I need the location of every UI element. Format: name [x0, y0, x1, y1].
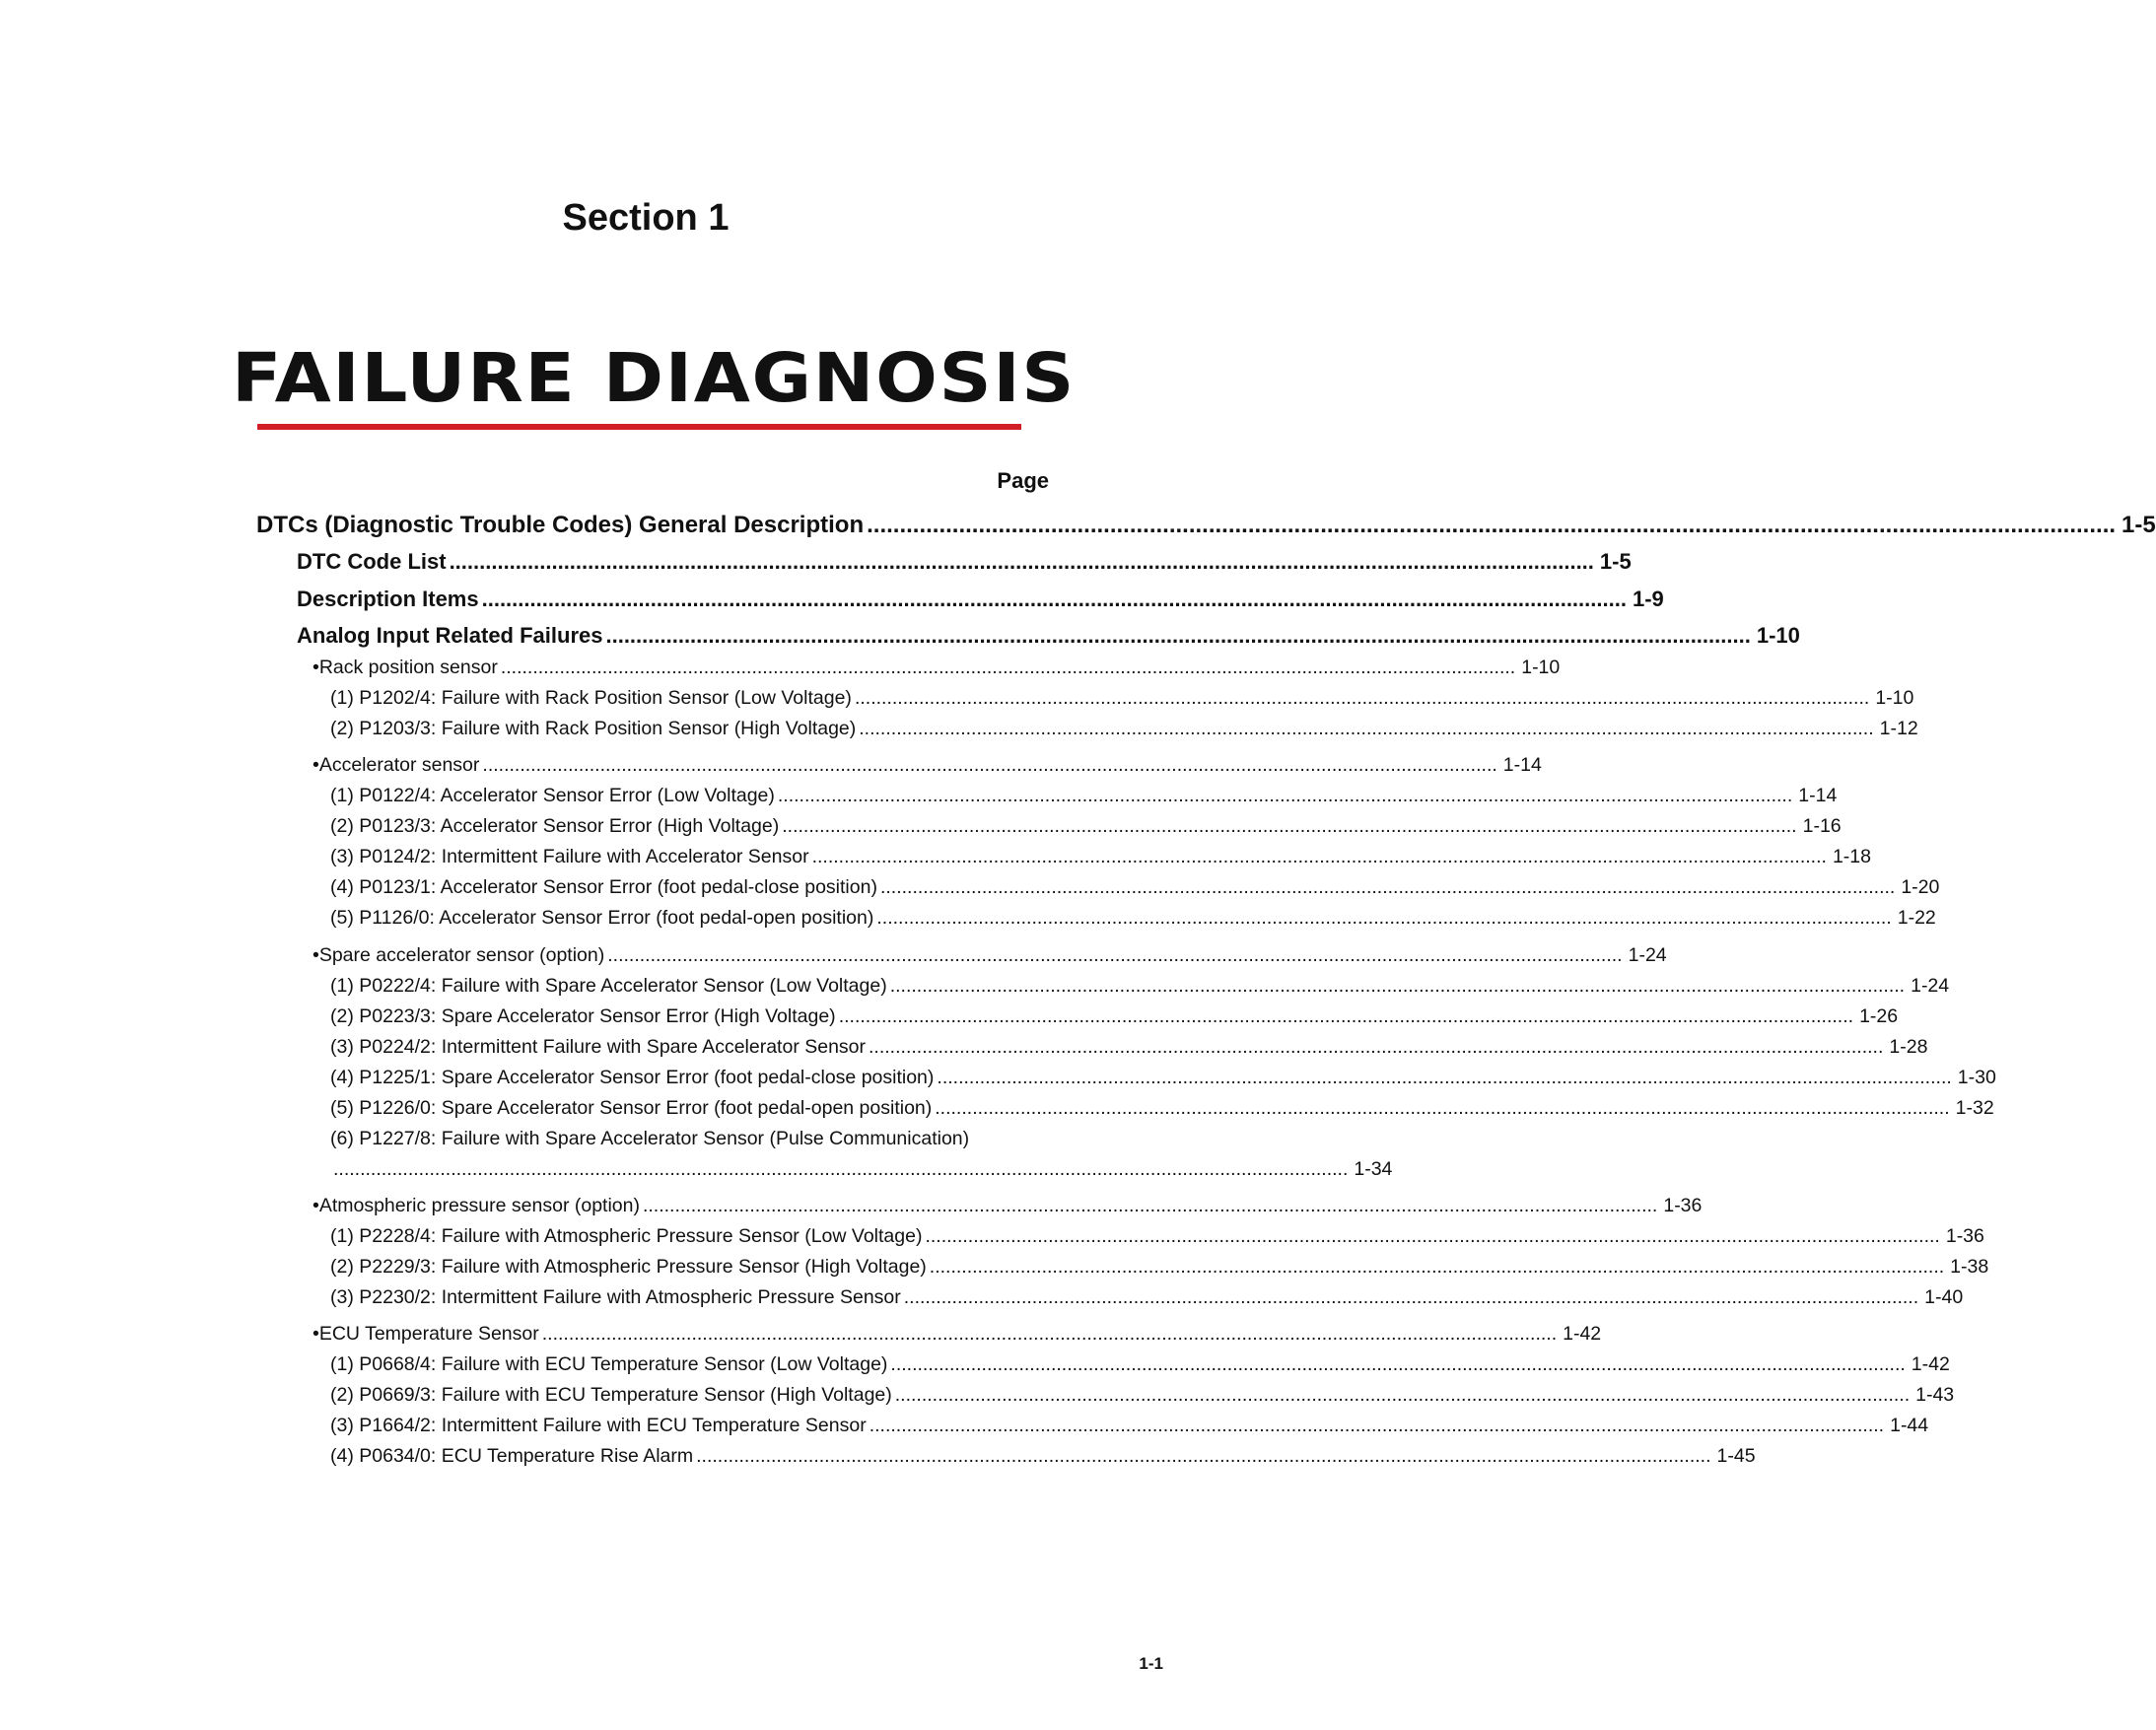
toc-entry-label: ECU Temperature Sensor [318, 1323, 539, 1345]
toc-entry-label: Rack position sensor [318, 657, 498, 678]
toc-entry-label: (1) P0122/4: Accelerator Sensor Error (Low Voltage) [330, 785, 775, 806]
bullet-icon: • [313, 1323, 319, 1345]
toc-entry-page: 1-26 [1859, 1005, 1899, 1027]
toc-entry-label: (2) P2229/3: Failure with Atmospheric Pressure Sensor (High Voltage) [330, 1256, 927, 1278]
dot-leader: .............................................................................................................................................................................................. [889, 975, 1906, 997]
toc-entry-page: 1-36 [1945, 1225, 1984, 1247]
toc-entry-page: 1-22 [1897, 907, 1936, 929]
toc-entry-p0122[interactable] [330, 785, 1838, 807]
toc-entry-label: (6) P1227/8: Failure with Spare Accelerator Sensor (Pulse Communication) [330, 1128, 970, 1149]
bullet-icon: • [313, 944, 319, 966]
bullet-icon: • [313, 657, 319, 678]
dot-leader: .............................................................................................................................................................................................. [929, 1256, 1945, 1278]
toc-entry-label: (2) P1203/3: Failure with Rack Position Sensor (High Voltage) [330, 718, 857, 739]
toc-entry-p2228[interactable] [330, 1225, 1984, 1248]
toc-entry-page: 1-40 [1924, 1286, 1964, 1308]
toc-entry-page: 1-43 [1915, 1384, 1955, 1406]
toc-entry-p1664[interactable] [330, 1415, 1929, 1437]
toc-entry-label: Atmospheric pressure sensor (option) [318, 1195, 640, 1216]
toc-entry-label: Spare accelerator sensor (option) [318, 944, 605, 966]
dot-leader: .............................................................................................................................................................................................. [869, 1415, 1885, 1436]
bullet-icon: • [313, 754, 319, 776]
toc-entry-p2229[interactable] [330, 1256, 1989, 1279]
toc-entry-p0669[interactable] [330, 1384, 1955, 1407]
dot-leader: .............................................................................................................................................................................................. [935, 1097, 1950, 1119]
dot-leader: .............................................................................................................................................................................................. [500, 657, 1516, 678]
toc-entry-label: (2) P0669/3: Failure with ECU Temperature Sensor (High Voltage) [330, 1384, 892, 1406]
toc-entry-page: 1-38 [1950, 1256, 1989, 1278]
toc-entry-label: DTC Code List [297, 549, 447, 574]
toc-entry-rack-position-sensor[interactable] [313, 657, 1561, 679]
toc-entry-spare-accelerator-sensor[interactable] [313, 944, 1667, 967]
bullet-icon: • [313, 1195, 319, 1216]
toc-entry-label: (3) P0224/2: Intermittent Failure with Spare Accelerator Sensor [330, 1036, 867, 1058]
toc-entry-page: 1-32 [1955, 1097, 1994, 1119]
toc-entry-p1126[interactable] [330, 907, 1936, 930]
dot-leader: .............................................................................................................................................................................................. [876, 907, 1892, 929]
toc-entry-p0668[interactable] [330, 1353, 1950, 1376]
toc-entry-p0123-1[interactable] [330, 876, 1940, 899]
toc-entry-analog-input[interactable] [297, 623, 1800, 649]
toc-entry-atmospheric-pressure-sensor[interactable] [313, 1195, 1703, 1217]
toc-entry-p0224[interactable] [330, 1036, 1928, 1059]
toc-entry-label: Accelerator sensor [318, 754, 480, 776]
dot-leader: .............................................................................................................................................................................................. [854, 687, 1870, 709]
toc-entry-label: (4) P1225/1: Spare Accelerator Sensor Error (foot pedal-close position) [330, 1067, 935, 1088]
toc-entry-dtc-general[interactable] [256, 512, 2156, 539]
dot-leader: .............................................................................................................................................................................................. [696, 1445, 1711, 1467]
toc-entry-label: (2) P0123/3: Accelerator Sensor Error (High Voltage) [330, 815, 780, 837]
dot-leader: .............................................................................................................................................................................................. [333, 1158, 1349, 1180]
toc-entry-page: 1-34 [1354, 1158, 1393, 1180]
page-column-header: Page [997, 468, 1049, 493]
toc-entry-p1225[interactable] [330, 1067, 1996, 1089]
toc-entry-label: (3) P1664/2: Intermittent Failure with ECU Temperature Sensor [330, 1415, 867, 1436]
toc-entry-page: 1-24 [1911, 975, 1950, 997]
toc-entry-page: 1-10 [1756, 623, 1800, 648]
toc-entry-p0222[interactable] [330, 975, 1950, 998]
toc-entry-page: 1-44 [1890, 1415, 1929, 1436]
dot-leader: .............................................................................................................................................................................................. [879, 876, 1896, 898]
toc-entry-p0634[interactable] [330, 1445, 1756, 1468]
toc-entry-label: (5) P1126/0: Accelerator Sensor Error (foot pedal-open position) [330, 907, 874, 929]
toc-entry-page: 1-5 [1599, 549, 1632, 574]
toc-entry-label: (1) P1202/4: Failure with Rack Position Sensor (Low Voltage) [330, 687, 852, 709]
dot-leader: .............................................................................................................................................................................................. [482, 754, 1497, 776]
toc-entry-page: 1-10 [1875, 687, 1914, 709]
page-number: 1-1 [1139, 1654, 1163, 1673]
dot-leader: .............................................................................................................................................................................................. [867, 512, 2117, 538]
toc-entry-page: 1-14 [1502, 754, 1542, 776]
toc-entry-page: 1-14 [1798, 785, 1838, 806]
toc-entry-p1202[interactable] [330, 687, 1914, 710]
dot-leader: .............................................................................................................................................................................................. [811, 846, 1827, 867]
toc-entry-label: (5) P1226/0: Spare Accelerator Sensor Error (foot pedal-open position) [330, 1097, 933, 1119]
toc-entry-label: (1) P0668/4: Failure with ECU Temperature Sensor (Low Voltage) [330, 1353, 888, 1375]
dot-leader: .............................................................................................................................................................................................. [541, 1323, 1558, 1345]
toc-entry-page: 1-20 [1901, 876, 1940, 898]
toc-entry-p1227[interactable] [330, 1128, 1036, 1150]
toc-entry-label: (1) P0222/4: Failure with Spare Accelerator Sensor (Low Voltage) [330, 975, 887, 997]
toc-entry-page: 1-36 [1663, 1195, 1703, 1216]
dot-leader: .............................................................................................................................................................................................. [894, 1384, 1911, 1406]
page-title: FAILURE DIAGNOSIS [232, 339, 1077, 418]
toc-entry-p2230[interactable] [330, 1286, 1964, 1309]
dot-leader: .............................................................................................................................................................................................. [607, 944, 1623, 966]
toc-entry-page: 1-45 [1716, 1445, 1756, 1467]
toc-entry-label: (4) P0634/0: ECU Temperature Rise Alarm [330, 1445, 694, 1467]
toc-entry-page: 1-9 [1632, 587, 1664, 611]
dot-leader: .............................................................................................................................................................................................. [890, 1353, 1906, 1375]
dot-leader: .............................................................................................................................................................................................. [481, 587, 1627, 611]
dot-leader: .............................................................................................................................................................................................. [642, 1195, 1658, 1216]
toc-entry-page: 1-16 [1802, 815, 1842, 837]
toc-entry-label: (1) P2228/4: Failure with Atmospheric Pressure Sensor (Low Voltage) [330, 1225, 923, 1247]
toc-entry-ecu-temperature-sensor[interactable] [313, 1323, 1602, 1346]
toc-entry-label: (3) P0124/2: Intermittent Failure with Accelerator Sensor [330, 846, 809, 867]
dot-leader: .............................................................................................................................................................................................. [782, 815, 1797, 837]
dot-leader: .............................................................................................................................................................................................. [925, 1225, 1940, 1247]
dot-leader: .............................................................................................................................................................................................. [903, 1286, 1919, 1308]
toc-entry-p1227-continued[interactable] [333, 1158, 1393, 1181]
toc-entry-page: 1-10 [1521, 657, 1561, 678]
toc-entry-label: (2) P0223/3: Spare Accelerator Sensor Error (High Voltage) [330, 1005, 836, 1027]
toc-entry-p0223[interactable] [330, 1005, 1899, 1028]
toc-entry-label: (4) P0123/1: Accelerator Sensor Error (foot pedal-close position) [330, 876, 877, 898]
dot-leader: .............................................................................................................................................................................................. [838, 1005, 1854, 1027]
dot-leader: .............................................................................................................................................................................................. [605, 623, 1751, 648]
toc-entry-page: 1-42 [1911, 1353, 1950, 1375]
toc-entry-description-items[interactable] [297, 587, 1664, 612]
section-label: Section 1 [562, 197, 730, 239]
dot-leader: .............................................................................................................................................................................................. [449, 549, 1594, 574]
dot-leader: .............................................................................................................................................................................................. [777, 785, 1793, 806]
toc-entry-p0123-3[interactable] [330, 815, 1842, 838]
toc-entry-p1203[interactable] [330, 718, 1918, 740]
toc-entry-dtc-code-list[interactable] [297, 549, 1632, 575]
toc-entry-page: 1-42 [1563, 1323, 1602, 1345]
toc-entry-accelerator-sensor[interactable] [313, 754, 1542, 777]
toc-entry-p0124[interactable] [330, 846, 1871, 868]
dot-leader: .............................................................................................................................................................................................. [869, 1036, 1884, 1058]
toc-entry-page: 1-12 [1879, 718, 1918, 739]
toc-entry-page: 1-5 [2121, 512, 2156, 538]
toc-entry-p1226[interactable] [330, 1097, 1994, 1120]
toc-entry-label: Description Items [297, 587, 479, 611]
toc-entry-page: 1-18 [1832, 846, 1871, 867]
dot-leader: .............................................................................................................................................................................................. [859, 718, 1874, 739]
toc-entry-label: (3) P2230/2: Intermittent Failure with Atmospheric Pressure Sensor [330, 1286, 901, 1308]
toc-entry-page: 1-30 [1957, 1067, 1996, 1088]
dot-leader: .............................................................................................................................................................................................. [937, 1067, 1952, 1088]
toc-entry-page: 1-28 [1889, 1036, 1928, 1058]
toc-entry-label: DTCs (Diagnostic Trouble Codes) General Description [256, 512, 865, 538]
toc-entry-page: 1-24 [1628, 944, 1667, 966]
toc-entry-label: Analog Input Related Failures [297, 623, 603, 648]
